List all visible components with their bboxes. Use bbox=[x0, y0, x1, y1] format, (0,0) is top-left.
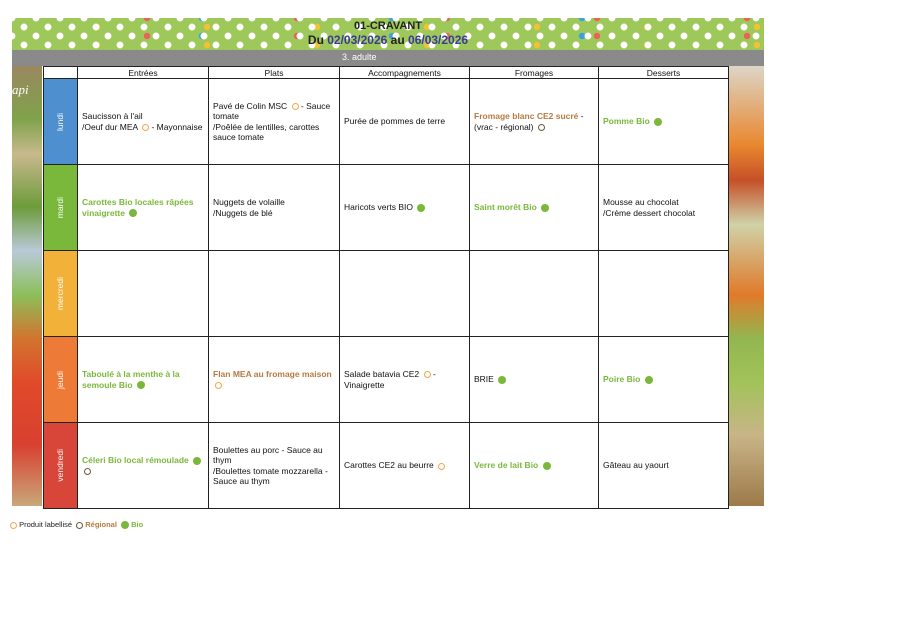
column-header-row bbox=[44, 67, 729, 79]
dish-cell-desserts bbox=[599, 423, 729, 509]
dish-cell-accompagnements bbox=[340, 165, 470, 251]
day-cell bbox=[44, 165, 78, 251]
dish-cell-plats bbox=[209, 337, 340, 423]
dish-cell-desserts bbox=[599, 165, 729, 251]
day-cell bbox=[44, 251, 78, 337]
day-cell bbox=[44, 79, 78, 165]
bio-icon bbox=[498, 376, 506, 384]
bio-icon bbox=[645, 376, 653, 384]
dish-text: Salade batavia CE2 bbox=[344, 369, 422, 379]
dish-cell-fromages bbox=[470, 251, 599, 337]
bio-icon bbox=[654, 118, 662, 126]
bio-icon bbox=[121, 521, 129, 529]
dish-text: /Boulettes tomate mozzarella - Sauce au thym bbox=[213, 465, 328, 486]
dish-text: Purée de pommes de terre bbox=[344, 116, 446, 127]
menu-row-lundi bbox=[44, 79, 729, 165]
day-label-wrap bbox=[44, 337, 77, 422]
labelled-icon bbox=[424, 371, 431, 378]
corner-cell bbox=[44, 67, 78, 79]
dish-cell-plats bbox=[209, 165, 340, 251]
dish-text: Gâteau au yaourt bbox=[603, 460, 669, 471]
dish-text: Carottes CE2 au beurre bbox=[344, 460, 437, 471]
day-label-wrap bbox=[44, 251, 77, 336]
dish-cell-desserts bbox=[599, 79, 729, 165]
day-cell bbox=[44, 337, 78, 423]
bio-icon bbox=[541, 204, 549, 212]
dish-cell-entrees bbox=[78, 423, 209, 509]
day-label: lundi bbox=[55, 112, 66, 131]
dish-cell-plats bbox=[209, 423, 340, 509]
weekly-menu-table bbox=[43, 66, 729, 509]
legend-regional: Régional bbox=[85, 520, 117, 529]
bio-icon bbox=[417, 204, 425, 212]
dish-text: Saucisson à l'ail bbox=[82, 111, 143, 121]
date-to: 06/03/2026 bbox=[408, 33, 469, 47]
dish-cell-desserts bbox=[599, 337, 729, 423]
category-label: 3. adulte bbox=[342, 52, 377, 62]
dish-cell-entrees bbox=[78, 337, 209, 423]
dish-text: /Nuggets de blé bbox=[213, 207, 273, 218]
day-label: mercredi bbox=[55, 276, 66, 311]
dish-text: Flan MEA au fromage maison bbox=[213, 369, 332, 379]
column-header-accompagnements: Accompagnements bbox=[340, 67, 470, 79]
legend bbox=[8, 520, 143, 529]
dish-cell-accompagnements bbox=[340, 423, 470, 509]
day-label-wrap bbox=[44, 79, 77, 164]
dish-cell-fromages bbox=[470, 337, 599, 423]
dish-text: Nuggets de volaille bbox=[213, 197, 285, 207]
dish-text: Mousse au chocolat bbox=[603, 197, 679, 207]
labelled-icon bbox=[292, 103, 299, 110]
dish-cell-accompagnements bbox=[340, 251, 470, 337]
dish-cell-entrees bbox=[78, 79, 209, 165]
legend-labelled: Produit labellisé bbox=[19, 520, 73, 529]
column-header-desserts: Desserts bbox=[599, 67, 729, 79]
dish-cell-accompagnements bbox=[340, 79, 470, 165]
day-cell bbox=[44, 423, 78, 509]
bio-icon bbox=[543, 462, 551, 470]
dish-cell-desserts bbox=[599, 251, 729, 337]
menu-header bbox=[12, 18, 764, 50]
dish-text: - Sauce tomate bbox=[213, 100, 331, 121]
dish-cell-fromages bbox=[470, 165, 599, 251]
dish-text: Carottes Bio locales râpées vinaigrette bbox=[82, 197, 194, 218]
labelled-icon bbox=[10, 522, 17, 529]
dish-cell-entrees bbox=[78, 165, 209, 251]
date-range bbox=[12, 33, 764, 47]
menu-row-jeudi bbox=[44, 337, 729, 423]
labelled-icon bbox=[438, 463, 445, 470]
column-header-fromages: Fromages bbox=[470, 67, 599, 79]
dish-cell-fromages bbox=[470, 79, 599, 165]
column-header-entrees: Entrées bbox=[78, 67, 209, 79]
dish-cell-fromages bbox=[470, 423, 599, 509]
day-label: mardi bbox=[55, 196, 66, 219]
dish-text: Pomme Bio bbox=[603, 116, 653, 127]
dish-cell-plats bbox=[209, 79, 340, 165]
category-band bbox=[12, 50, 764, 66]
menu-row-mardi bbox=[44, 165, 729, 251]
labelled-icon bbox=[215, 382, 222, 389]
school-title: 01-CRAVANT bbox=[353, 20, 423, 32]
legend-bio: Bio bbox=[131, 520, 144, 529]
dish-text: BRIE bbox=[474, 374, 497, 385]
bio-icon bbox=[129, 209, 137, 217]
dish-text: Fromage blanc CE2 sucré bbox=[474, 111, 579, 121]
menu-row-mercredi bbox=[44, 251, 729, 337]
regional-icon bbox=[84, 468, 91, 475]
dish-text: - (vrac - régional) bbox=[474, 111, 584, 132]
left-decoration-image bbox=[12, 66, 42, 506]
dish-cell-entrees bbox=[78, 251, 209, 337]
day-label: vendredi bbox=[55, 449, 66, 482]
dish-text: - Vinaigrette bbox=[344, 369, 436, 390]
dish-text: /Poêlée de lentilles, carottes sauce tomate bbox=[213, 121, 320, 142]
day-label-wrap bbox=[44, 165, 77, 250]
dish-text: Boulettes au porc - Sauce au thym bbox=[213, 444, 323, 465]
menu-body bbox=[44, 79, 729, 509]
column-header-plats: Plats bbox=[209, 67, 340, 79]
range-prefix: Du bbox=[307, 33, 324, 47]
day-label-wrap bbox=[44, 423, 77, 508]
decoration-text: api bbox=[12, 82, 29, 97]
bio-icon bbox=[137, 381, 145, 389]
dish-text: Taboulé à la menthe à la semoule Bio bbox=[82, 369, 180, 390]
bio-icon bbox=[193, 457, 201, 465]
dish-text: Saint morêt Bio bbox=[474, 202, 540, 213]
menu-row-vendredi bbox=[44, 423, 729, 509]
day-label: jeudi bbox=[55, 370, 66, 389]
dish-text: Haricots verts BIO bbox=[344, 202, 416, 213]
date-from: 02/03/2026 bbox=[327, 33, 388, 47]
dish-cell-accompagnements bbox=[340, 337, 470, 423]
dish-text: /Crème dessert chocolat bbox=[603, 207, 696, 218]
regional-icon bbox=[76, 522, 83, 529]
regional-icon bbox=[538, 124, 545, 131]
dish-text: Céleri Bio local rémoulade bbox=[82, 455, 192, 465]
dish-text: - Mayonnaise bbox=[149, 121, 203, 132]
dish-text: Pavé de Colin MSC bbox=[213, 100, 290, 111]
range-mid: au bbox=[390, 33, 405, 47]
dish-text: Poire Bio bbox=[603, 374, 643, 385]
dish-cell-plats bbox=[209, 251, 340, 337]
dish-text: Verre de lait Bio bbox=[474, 460, 541, 471]
dish-text: /Oeuf dur MEA bbox=[82, 121, 141, 132]
right-decoration-image bbox=[728, 66, 764, 506]
